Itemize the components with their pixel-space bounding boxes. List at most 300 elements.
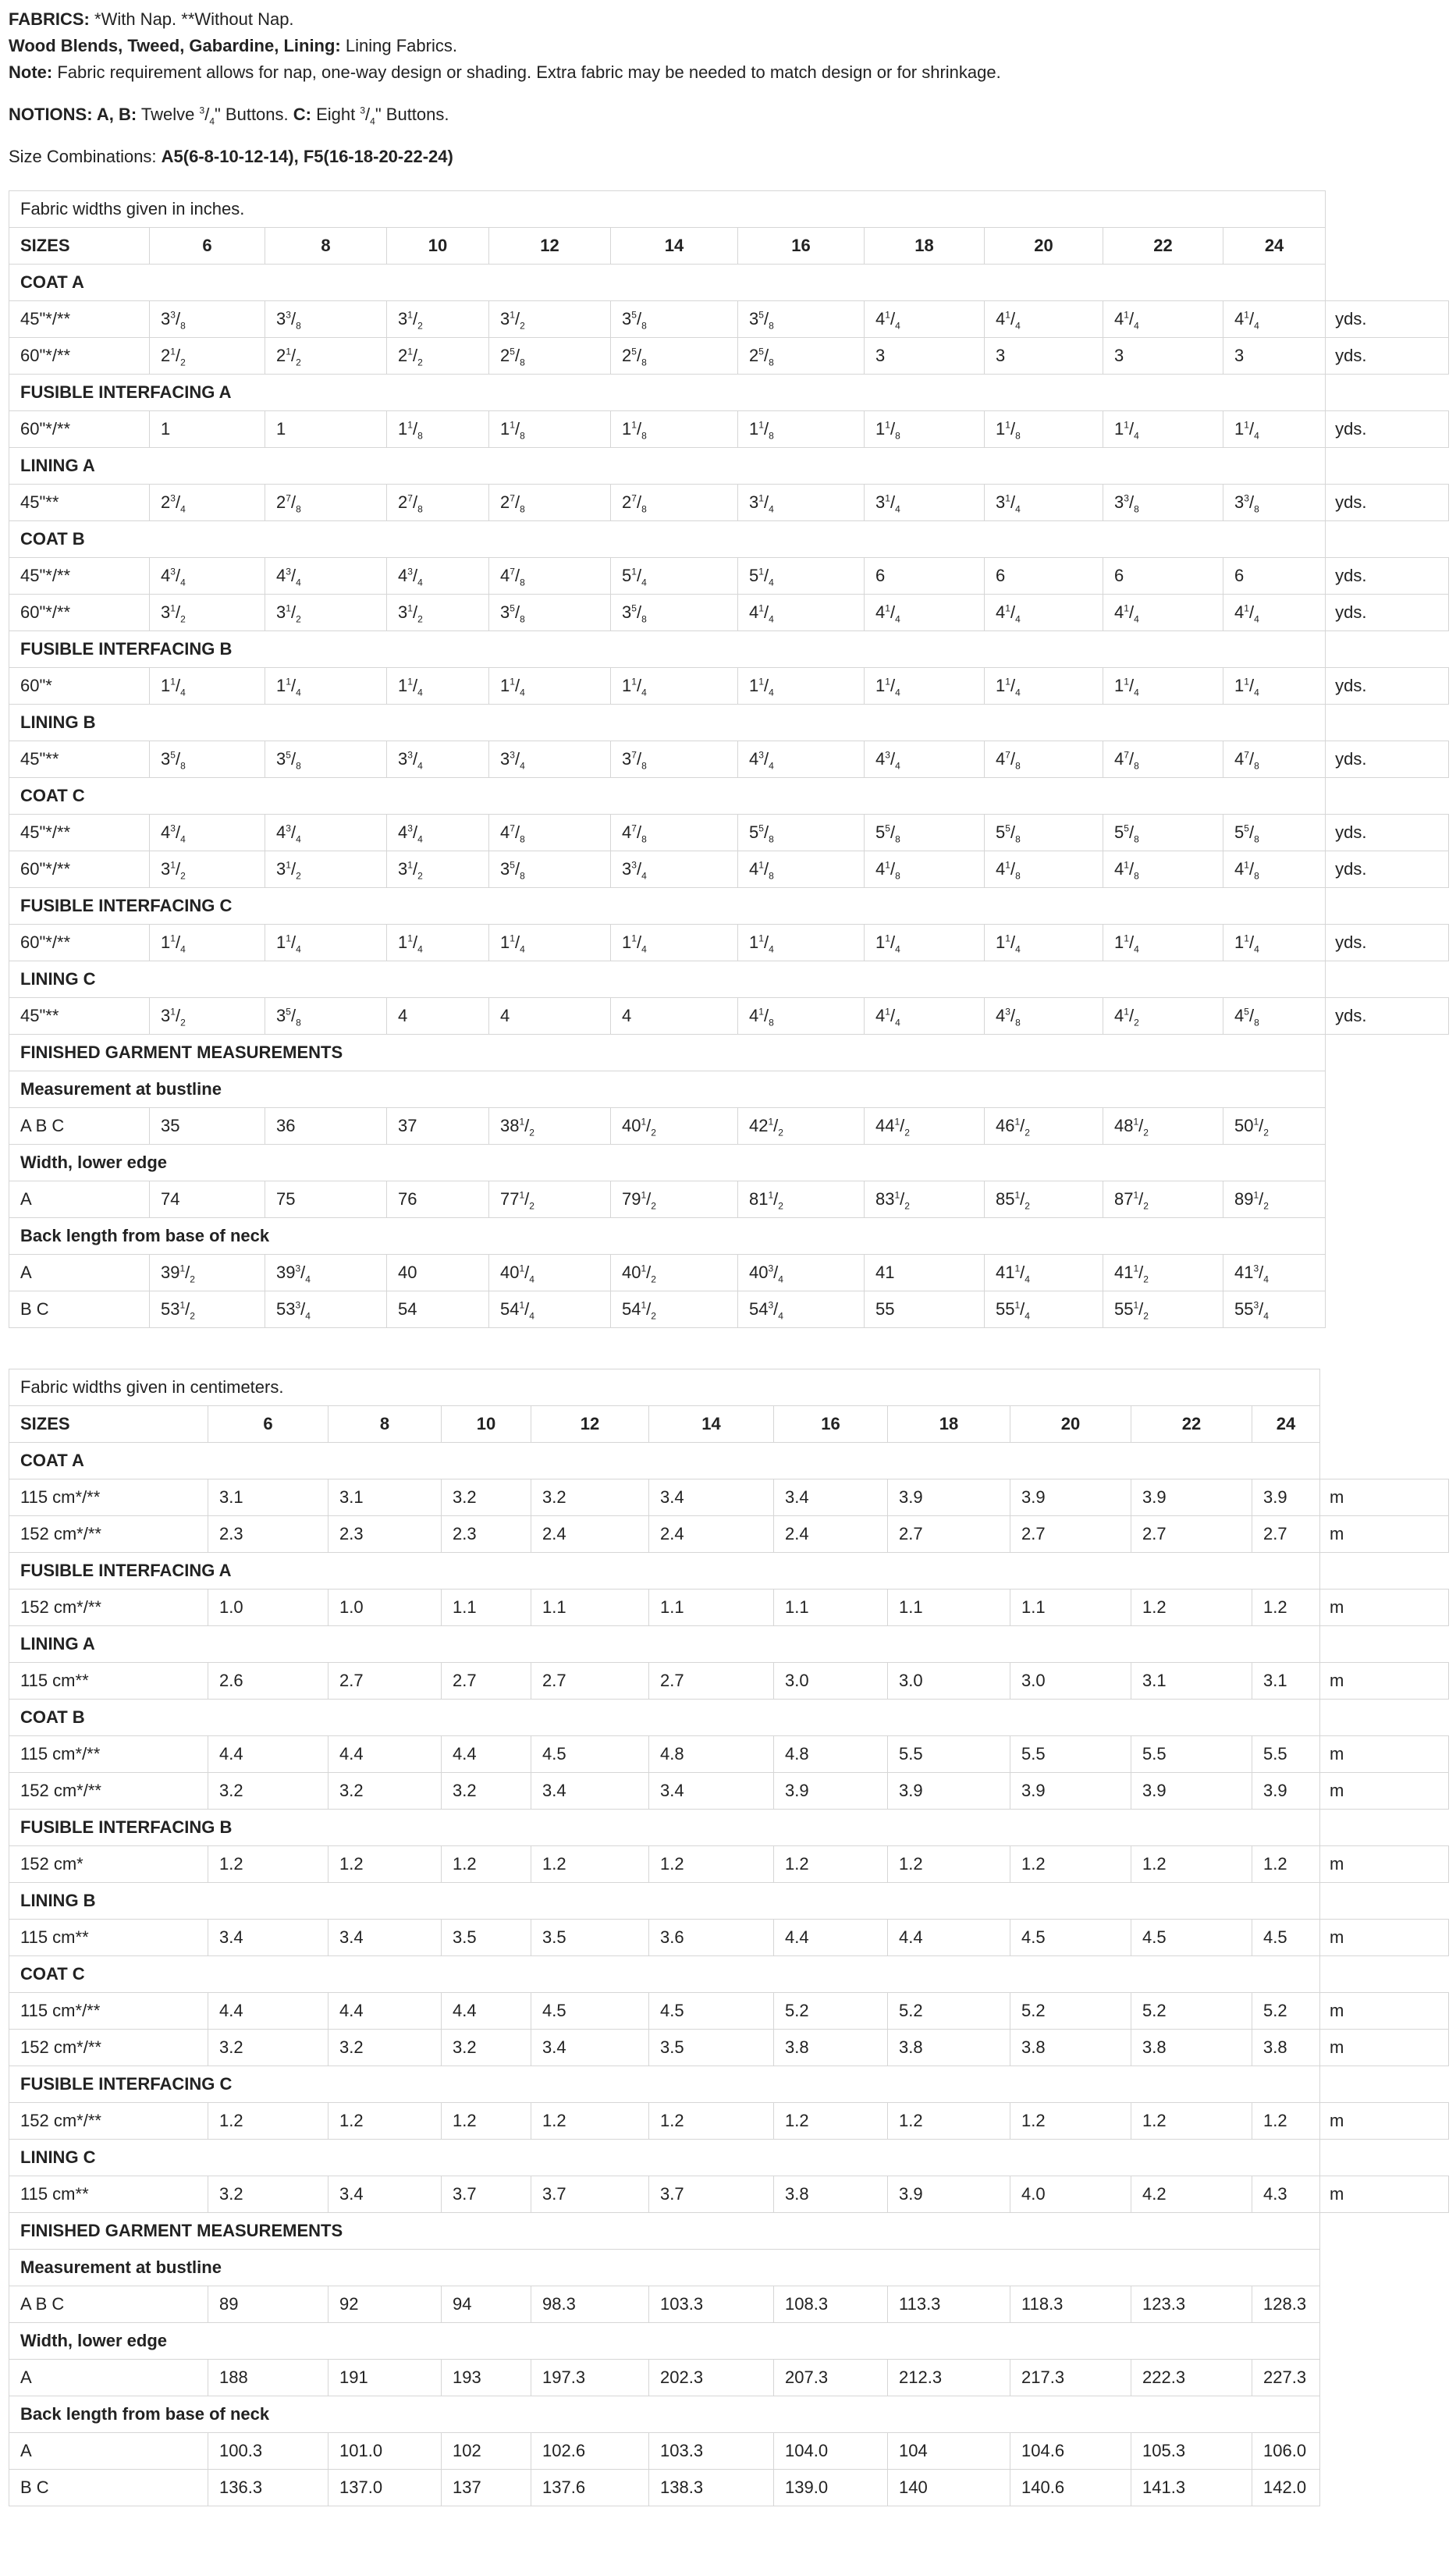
size-header: 6 bbox=[150, 228, 265, 265]
table-row bbox=[9, 1920, 1449, 1956]
value-cell: $40^1/_2$ bbox=[611, 1255, 738, 1291]
value-cell: 3.4 bbox=[328, 2176, 442, 2213]
value-cell: $3^1/_2$ bbox=[150, 851, 265, 888]
table-row bbox=[9, 998, 1449, 1035]
size-header: 24 bbox=[1252, 1406, 1320, 1443]
value-cell: $4^7/_8$ bbox=[1103, 741, 1223, 778]
value-cell: $3^1/_2$ bbox=[265, 595, 387, 631]
value-cell: 207.3 bbox=[774, 2360, 888, 2396]
value-cell: $85^1/_2$ bbox=[985, 1181, 1103, 1218]
value-cell: $53^1/_2$ bbox=[150, 1291, 265, 1328]
value-cell: $2^5/_8$ bbox=[489, 338, 611, 375]
value-cell: 1.2 bbox=[531, 1846, 649, 1883]
size-combinations-line bbox=[9, 144, 1447, 170]
unit-cell bbox=[1320, 2286, 1449, 2323]
notions-label: NOTIONS: A, B: bbox=[9, 105, 137, 124]
blank-cell bbox=[1320, 2323, 1449, 2360]
unit-cell: yds. bbox=[1326, 851, 1449, 888]
section-title: FUSIBLE INTERFACING C bbox=[9, 2066, 1320, 2103]
row-label: A bbox=[9, 2360, 208, 2396]
value-cell: 140.6 bbox=[1010, 2470, 1131, 2506]
value-cell: $2^1/_2$ bbox=[150, 338, 265, 375]
value-cell: 4.5 bbox=[531, 1736, 649, 1773]
section-title: Width, lower edge bbox=[9, 1145, 1326, 1181]
section-title: FUSIBLE INTERFACING C bbox=[9, 888, 1326, 925]
section-row bbox=[9, 888, 1449, 925]
notions-ab-post: " Buttons. bbox=[215, 105, 293, 124]
table-row bbox=[9, 2470, 1449, 2506]
blank-cell bbox=[1320, 2140, 1449, 2176]
section-title: FINISHED GARMENT MEASUREMENTS bbox=[9, 1035, 1326, 1071]
value-cell: $2^7/_8$ bbox=[265, 485, 387, 521]
value-cell: 113.3 bbox=[888, 2286, 1010, 2323]
row-label: 60"*/** bbox=[9, 851, 150, 888]
value-cell: 142.0 bbox=[1252, 2470, 1320, 2506]
unit-cell: m bbox=[1320, 1773, 1449, 1810]
value-cell: 3.9 bbox=[888, 2176, 1010, 2213]
value-cell: $79^1/_2$ bbox=[611, 1181, 738, 1218]
unit-cell: yds. bbox=[1326, 815, 1449, 851]
row-label: 60"*/** bbox=[9, 595, 150, 631]
value-cell: 4 bbox=[387, 998, 489, 1035]
value-cell: 5.2 bbox=[1010, 1993, 1131, 2030]
unit-cell: m bbox=[1320, 1590, 1449, 1626]
value-cell: $4^1/_4$ bbox=[1103, 301, 1223, 338]
section-title: Back length from base of neck bbox=[9, 2396, 1320, 2433]
value-cell: 3 bbox=[865, 338, 985, 375]
value-cell: 3.5 bbox=[442, 1920, 531, 1956]
section-row bbox=[9, 778, 1449, 815]
value-cell: $1^1/_4$ bbox=[1223, 411, 1326, 448]
value-cell: $3^3/_4$ bbox=[489, 741, 611, 778]
table-row bbox=[9, 2030, 1449, 2066]
value-cell: $39^1/_2$ bbox=[150, 1255, 265, 1291]
value-cell: 1.2 bbox=[1131, 2103, 1252, 2140]
value-cell: $3^1/_4$ bbox=[738, 485, 865, 521]
value-cell: $41^1/_2$ bbox=[1103, 1255, 1223, 1291]
value-cell: 3.2 bbox=[208, 1773, 328, 1810]
unit-cell: yds. bbox=[1326, 925, 1449, 961]
blank-cell bbox=[1326, 1218, 1449, 1255]
value-cell: 1.2 bbox=[1252, 1590, 1320, 1626]
blank-cell bbox=[1326, 448, 1449, 485]
table-row bbox=[9, 1736, 1449, 1773]
size-header: 20 bbox=[985, 228, 1103, 265]
value-cell: $4^3/_4$ bbox=[387, 815, 489, 851]
value-cell: $3^3/_4$ bbox=[611, 851, 738, 888]
value-cell: 4.4 bbox=[442, 1993, 531, 2030]
value-cell: $4^3/_8$ bbox=[985, 998, 1103, 1035]
table-row bbox=[9, 1773, 1449, 1810]
value-cell: $39^3/_4$ bbox=[265, 1255, 387, 1291]
value-cell: 4 bbox=[489, 998, 611, 1035]
value-cell: 2.7 bbox=[1131, 1516, 1252, 1553]
section-row bbox=[9, 1700, 1449, 1736]
value-cell: 3.2 bbox=[442, 1479, 531, 1516]
size-header: 18 bbox=[888, 1406, 1010, 1443]
value-cell: 3.2 bbox=[442, 1773, 531, 1810]
row-label: 45"** bbox=[9, 998, 150, 1035]
value-cell: $83^1/_2$ bbox=[865, 1181, 985, 1218]
unit-cell bbox=[1326, 1255, 1449, 1291]
value-cell: 1.2 bbox=[208, 2103, 328, 2140]
value-cell: 1.1 bbox=[1010, 1590, 1131, 1626]
value-cell: 3 bbox=[1223, 338, 1326, 375]
value-cell: 105.3 bbox=[1131, 2433, 1252, 2470]
table-row bbox=[9, 2176, 1449, 2213]
size-header: 24 bbox=[1223, 228, 1326, 265]
value-cell: $50^1/_2$ bbox=[1223, 1108, 1326, 1145]
section-row bbox=[9, 1145, 1449, 1181]
size-combinations-label: Size Combinations: bbox=[9, 147, 162, 166]
section-row bbox=[9, 705, 1449, 741]
value-cell: $1^1/_4$ bbox=[265, 925, 387, 961]
value-cell: $41^1/_4$ bbox=[985, 1255, 1103, 1291]
value-cell: $3^5/_8$ bbox=[611, 595, 738, 631]
fabrics-line bbox=[9, 6, 1447, 33]
table-row bbox=[9, 1479, 1449, 1516]
row-label: 60"*/** bbox=[9, 411, 150, 448]
section-title: COAT C bbox=[9, 1956, 1320, 1993]
table-row bbox=[9, 1590, 1449, 1626]
value-cell: $55^3/_4$ bbox=[1223, 1291, 1326, 1328]
value-cell: $1^1/_4$ bbox=[1103, 925, 1223, 961]
value-cell: $2^1/_2$ bbox=[265, 338, 387, 375]
row-label: A B C bbox=[9, 1108, 150, 1145]
value-cell: $3^1/_4$ bbox=[865, 485, 985, 521]
value-cell: 2.7 bbox=[888, 1516, 1010, 1553]
table-row bbox=[9, 595, 1449, 631]
value-cell: 140 bbox=[888, 2470, 1010, 2506]
value-cell: $3^1/_2$ bbox=[150, 595, 265, 631]
unit-cell bbox=[1326, 1181, 1449, 1218]
value-cell: $44^1/_2$ bbox=[865, 1108, 985, 1145]
blank-cell bbox=[1326, 961, 1449, 998]
value-cell: 5.5 bbox=[888, 1736, 1010, 1773]
value-cell: $3^3/_8$ bbox=[1223, 485, 1326, 521]
section-row bbox=[9, 1626, 1449, 1663]
table-row bbox=[9, 2360, 1449, 2396]
value-cell: $1^1/_4$ bbox=[150, 668, 265, 705]
value-cell: 4.5 bbox=[1131, 1920, 1252, 1956]
section-row bbox=[9, 1810, 1449, 1846]
value-cell: $4^1/_8$ bbox=[1223, 851, 1326, 888]
value-cell: 1.2 bbox=[649, 1846, 774, 1883]
value-cell: 3.0 bbox=[888, 1663, 1010, 1700]
value-cell: $4^1/_4$ bbox=[1223, 595, 1326, 631]
value-cell: 76 bbox=[387, 1181, 489, 1218]
unit-cell: m bbox=[1320, 1516, 1449, 1553]
value-cell: 98.3 bbox=[531, 2286, 649, 2323]
unit-cell: yds. bbox=[1326, 485, 1449, 521]
notions-c-label: C: bbox=[293, 105, 311, 124]
value-cell: $4^3/_4$ bbox=[738, 741, 865, 778]
value-cell: 3.7 bbox=[442, 2176, 531, 2213]
value-cell: 3.2 bbox=[208, 2176, 328, 2213]
value-cell: $46^1/_2$ bbox=[985, 1108, 1103, 1145]
value-cell: 3.1 bbox=[328, 1479, 442, 1516]
value-cell: $1^1/_4$ bbox=[150, 925, 265, 961]
value-cell: $3^1/_2$ bbox=[150, 998, 265, 1035]
size-header: 18 bbox=[865, 228, 985, 265]
blank-cell bbox=[1326, 888, 1449, 925]
value-cell: $1^1/_8$ bbox=[985, 411, 1103, 448]
row-label: 45"** bbox=[9, 741, 150, 778]
value-cell: $1^1/_4$ bbox=[387, 925, 489, 961]
row-label: 45"*/** bbox=[9, 301, 150, 338]
value-cell: 2.6 bbox=[208, 1663, 328, 1700]
section-row bbox=[9, 2250, 1449, 2286]
table-caption-row bbox=[9, 191, 1449, 228]
value-cell: 3.8 bbox=[1252, 2030, 1320, 2066]
value-cell: 222.3 bbox=[1131, 2360, 1252, 2396]
value-cell: $2^7/_8$ bbox=[611, 485, 738, 521]
blank-cell bbox=[1320, 2250, 1449, 2286]
value-cell: $3^5/_8$ bbox=[265, 741, 387, 778]
section-title: FUSIBLE INTERFACING B bbox=[9, 631, 1326, 668]
unit-cell: yds. bbox=[1326, 998, 1449, 1035]
value-cell: 103.3 bbox=[649, 2286, 774, 2323]
value-cell: 1.2 bbox=[1010, 1846, 1131, 1883]
size-header: 6 bbox=[208, 1406, 328, 1443]
value-cell: 1.2 bbox=[442, 1846, 531, 1883]
table-row bbox=[9, 338, 1449, 375]
unit-cell: yds. bbox=[1326, 668, 1449, 705]
value-cell: $4^7/_8$ bbox=[489, 815, 611, 851]
value-cell: 2.3 bbox=[442, 1516, 531, 1553]
row-label: A B C bbox=[9, 2286, 208, 2323]
table-caption: Fabric widths given in inches. bbox=[9, 191, 1326, 228]
value-cell: $2^5/_8$ bbox=[611, 338, 738, 375]
value-cell: 3.9 bbox=[888, 1773, 1010, 1810]
value-cell: 4.4 bbox=[442, 1736, 531, 1773]
value-cell: $40^1/_2$ bbox=[611, 1108, 738, 1145]
size-header: 12 bbox=[489, 228, 611, 265]
blank-cell bbox=[1320, 1369, 1449, 1406]
section-title: LINING C bbox=[9, 961, 1326, 998]
table-row bbox=[9, 925, 1449, 961]
blank-cell bbox=[1326, 228, 1449, 265]
value-cell: 4.5 bbox=[1252, 1920, 1320, 1956]
section-title: Measurement at bustline bbox=[9, 1071, 1326, 1108]
value-cell: 6 bbox=[985, 558, 1103, 595]
unit-cell bbox=[1326, 1291, 1449, 1328]
value-cell: 1.2 bbox=[208, 1846, 328, 1883]
value-cell: 4.4 bbox=[328, 1736, 442, 1773]
value-cell: 2.7 bbox=[442, 1663, 531, 1700]
value-cell: $4^3/_4$ bbox=[265, 558, 387, 595]
section-row bbox=[9, 1218, 1449, 1255]
value-cell: $40^3/_4$ bbox=[738, 1255, 865, 1291]
value-cell: $38^1/_2$ bbox=[489, 1108, 611, 1145]
blank-cell bbox=[1320, 1406, 1449, 1443]
section-title: Back length from base of neck bbox=[9, 1218, 1326, 1255]
value-cell: $1^1/_4$ bbox=[387, 668, 489, 705]
value-cell: 1.0 bbox=[328, 1590, 442, 1626]
value-cell: $3^5/_8$ bbox=[265, 998, 387, 1035]
sizes-label: SIZES bbox=[9, 228, 150, 265]
blank-cell bbox=[1326, 705, 1449, 741]
value-cell: 103.3 bbox=[649, 2433, 774, 2470]
value-cell: $5^5/_8$ bbox=[738, 815, 865, 851]
value-cell: 3.5 bbox=[649, 2030, 774, 2066]
value-cell: $3^1/_2$ bbox=[387, 595, 489, 631]
section-row bbox=[9, 2396, 1449, 2433]
table-row bbox=[9, 815, 1449, 851]
value-cell: $1^1/_4$ bbox=[738, 925, 865, 961]
fraction-numerator: 3 bbox=[360, 105, 366, 116]
table-row bbox=[9, 1993, 1449, 2030]
table-row bbox=[9, 1291, 1449, 1328]
unit-cell: m bbox=[1320, 2103, 1449, 2140]
value-cell: 1.2 bbox=[888, 2103, 1010, 2140]
value-cell: $4^7/_8$ bbox=[611, 815, 738, 851]
value-cell: 3.9 bbox=[888, 1479, 1010, 1516]
value-cell: 2.4 bbox=[531, 1516, 649, 1553]
blank-cell bbox=[1326, 265, 1449, 301]
value-cell: 3.4 bbox=[531, 1773, 649, 1810]
value-cell: 3.8 bbox=[1131, 2030, 1252, 2066]
yardage-table-inches bbox=[9, 190, 1449, 1328]
value-cell: 1 bbox=[265, 411, 387, 448]
value-cell: 1.2 bbox=[1252, 2103, 1320, 2140]
value-cell: 5.2 bbox=[774, 1993, 888, 2030]
value-cell: $4^1/_8$ bbox=[738, 998, 865, 1035]
value-cell: 136.3 bbox=[208, 2470, 328, 2506]
table-row bbox=[9, 2286, 1449, 2323]
unit-cell: yds. bbox=[1326, 595, 1449, 631]
value-cell: 1.2 bbox=[774, 1846, 888, 1883]
value-cell: $4^3/_4$ bbox=[865, 741, 985, 778]
value-cell: 4.4 bbox=[774, 1920, 888, 1956]
value-cell: $4^7/_8$ bbox=[985, 741, 1103, 778]
row-label: 152 cm*/** bbox=[9, 2030, 208, 2066]
value-cell: 4.2 bbox=[1131, 2176, 1252, 2213]
value-cell: 4.4 bbox=[888, 1920, 1010, 1956]
value-cell: 100.3 bbox=[208, 2433, 328, 2470]
table-row bbox=[9, 1663, 1449, 1700]
value-cell: $1^1/_4$ bbox=[865, 668, 985, 705]
section-title: COAT C bbox=[9, 778, 1326, 815]
value-cell: $1^1/_4$ bbox=[985, 925, 1103, 961]
value-cell: 104 bbox=[888, 2433, 1010, 2470]
table-caption: Fabric widths given in centimeters. bbox=[9, 1369, 1320, 1406]
section-title: COAT B bbox=[9, 521, 1326, 558]
value-cell: 227.3 bbox=[1252, 2360, 1320, 2396]
value-cell: $1^1/_4$ bbox=[1223, 925, 1326, 961]
unit-cell: yds. bbox=[1326, 411, 1449, 448]
value-cell: $3^1/_2$ bbox=[489, 301, 611, 338]
row-label: B C bbox=[9, 1291, 150, 1328]
value-cell: 3.4 bbox=[208, 1920, 328, 1956]
value-cell: $1^1/_4$ bbox=[1103, 411, 1223, 448]
yardage-table-centimeters bbox=[9, 1369, 1449, 2506]
row-label: 115 cm** bbox=[9, 1920, 208, 1956]
value-cell: 4.0 bbox=[1010, 2176, 1131, 2213]
value-cell: $4^1/_4$ bbox=[1103, 595, 1223, 631]
value-cell: 193 bbox=[442, 2360, 531, 2396]
row-label: 152 cm*/** bbox=[9, 1516, 208, 1553]
row-label: 115 cm*/** bbox=[9, 1736, 208, 1773]
blank-cell bbox=[1320, 1443, 1449, 1479]
value-cell: $4^7/_8$ bbox=[489, 558, 611, 595]
value-cell: 138.3 bbox=[649, 2470, 774, 2506]
value-cell: $4^3/_4$ bbox=[265, 815, 387, 851]
section-title: COAT A bbox=[9, 1443, 1320, 1479]
section-title: FUSIBLE INTERFACING A bbox=[9, 1553, 1320, 1590]
value-cell: 5.5 bbox=[1010, 1736, 1131, 1773]
value-cell: $3^3/_8$ bbox=[150, 301, 265, 338]
section-row bbox=[9, 448, 1449, 485]
value-cell: $3^3/_4$ bbox=[387, 741, 489, 778]
section-row bbox=[9, 631, 1449, 668]
section-row bbox=[9, 961, 1449, 998]
value-cell: 3.2 bbox=[208, 2030, 328, 2066]
value-cell: 3.9 bbox=[774, 1773, 888, 1810]
value-cell: 3.9 bbox=[1131, 1479, 1252, 1516]
value-cell: 139.0 bbox=[774, 2470, 888, 2506]
value-cell: 1.1 bbox=[888, 1590, 1010, 1626]
value-cell: 3 bbox=[985, 338, 1103, 375]
fabrics-types-line bbox=[9, 33, 1447, 59]
value-cell: $1^1/_4$ bbox=[611, 925, 738, 961]
value-cell: 2.7 bbox=[649, 1663, 774, 1700]
value-cell: 4.3 bbox=[1252, 2176, 1320, 2213]
value-cell: 3.8 bbox=[774, 2030, 888, 2066]
value-cell: $41^3/_4$ bbox=[1223, 1255, 1326, 1291]
value-cell: 4.5 bbox=[1010, 1920, 1131, 1956]
row-label: 45"** bbox=[9, 485, 150, 521]
value-cell: $4^1/_4$ bbox=[865, 998, 985, 1035]
note-text: Fabric requirement allows for nap, one-way design or shading. Extra fabric may be needed to match design or for shrinkage. bbox=[52, 62, 1001, 82]
row-label: B C bbox=[9, 2470, 208, 2506]
blank-cell bbox=[1320, 1700, 1449, 1736]
unit-cell bbox=[1320, 2433, 1449, 2470]
value-cell: 37 bbox=[387, 1108, 489, 1145]
row-label: 115 cm** bbox=[9, 1663, 208, 1700]
value-cell: 3.9 bbox=[1131, 1773, 1252, 1810]
value-cell: 3.6 bbox=[649, 1920, 774, 1956]
row-label: 152 cm*/** bbox=[9, 2103, 208, 2140]
value-cell: 3.4 bbox=[774, 1479, 888, 1516]
blank-cell bbox=[1320, 1956, 1449, 1993]
value-cell: 104.6 bbox=[1010, 2433, 1131, 2470]
value-cell: $54^1/_2$ bbox=[611, 1291, 738, 1328]
value-cell: 3.5 bbox=[531, 1920, 649, 1956]
value-cell: 40 bbox=[387, 1255, 489, 1291]
note-label: Note: bbox=[9, 62, 53, 82]
table-row bbox=[9, 1255, 1449, 1291]
value-cell: 94 bbox=[442, 2286, 531, 2323]
size-header: 22 bbox=[1131, 1406, 1252, 1443]
value-cell: 191 bbox=[328, 2360, 442, 2396]
sizes-row bbox=[9, 1406, 1449, 1443]
value-cell: $1^1/_4$ bbox=[1223, 668, 1326, 705]
value-cell: $40^1/_4$ bbox=[489, 1255, 611, 1291]
value-cell: 1.2 bbox=[531, 2103, 649, 2140]
unit-cell: m bbox=[1320, 2176, 1449, 2213]
blank-cell bbox=[1326, 778, 1449, 815]
value-cell: $5^5/_8$ bbox=[1103, 815, 1223, 851]
fabric-types-text: Lining Fabrics. bbox=[340, 36, 457, 55]
value-cell: 102 bbox=[442, 2433, 531, 2470]
value-cell: $48^1/_2$ bbox=[1103, 1108, 1223, 1145]
value-cell: 92 bbox=[328, 2286, 442, 2323]
value-cell: 3.4 bbox=[649, 1479, 774, 1516]
value-cell: 5.5 bbox=[1131, 1736, 1252, 1773]
size-header: 10 bbox=[387, 228, 489, 265]
blank-cell bbox=[1326, 521, 1449, 558]
